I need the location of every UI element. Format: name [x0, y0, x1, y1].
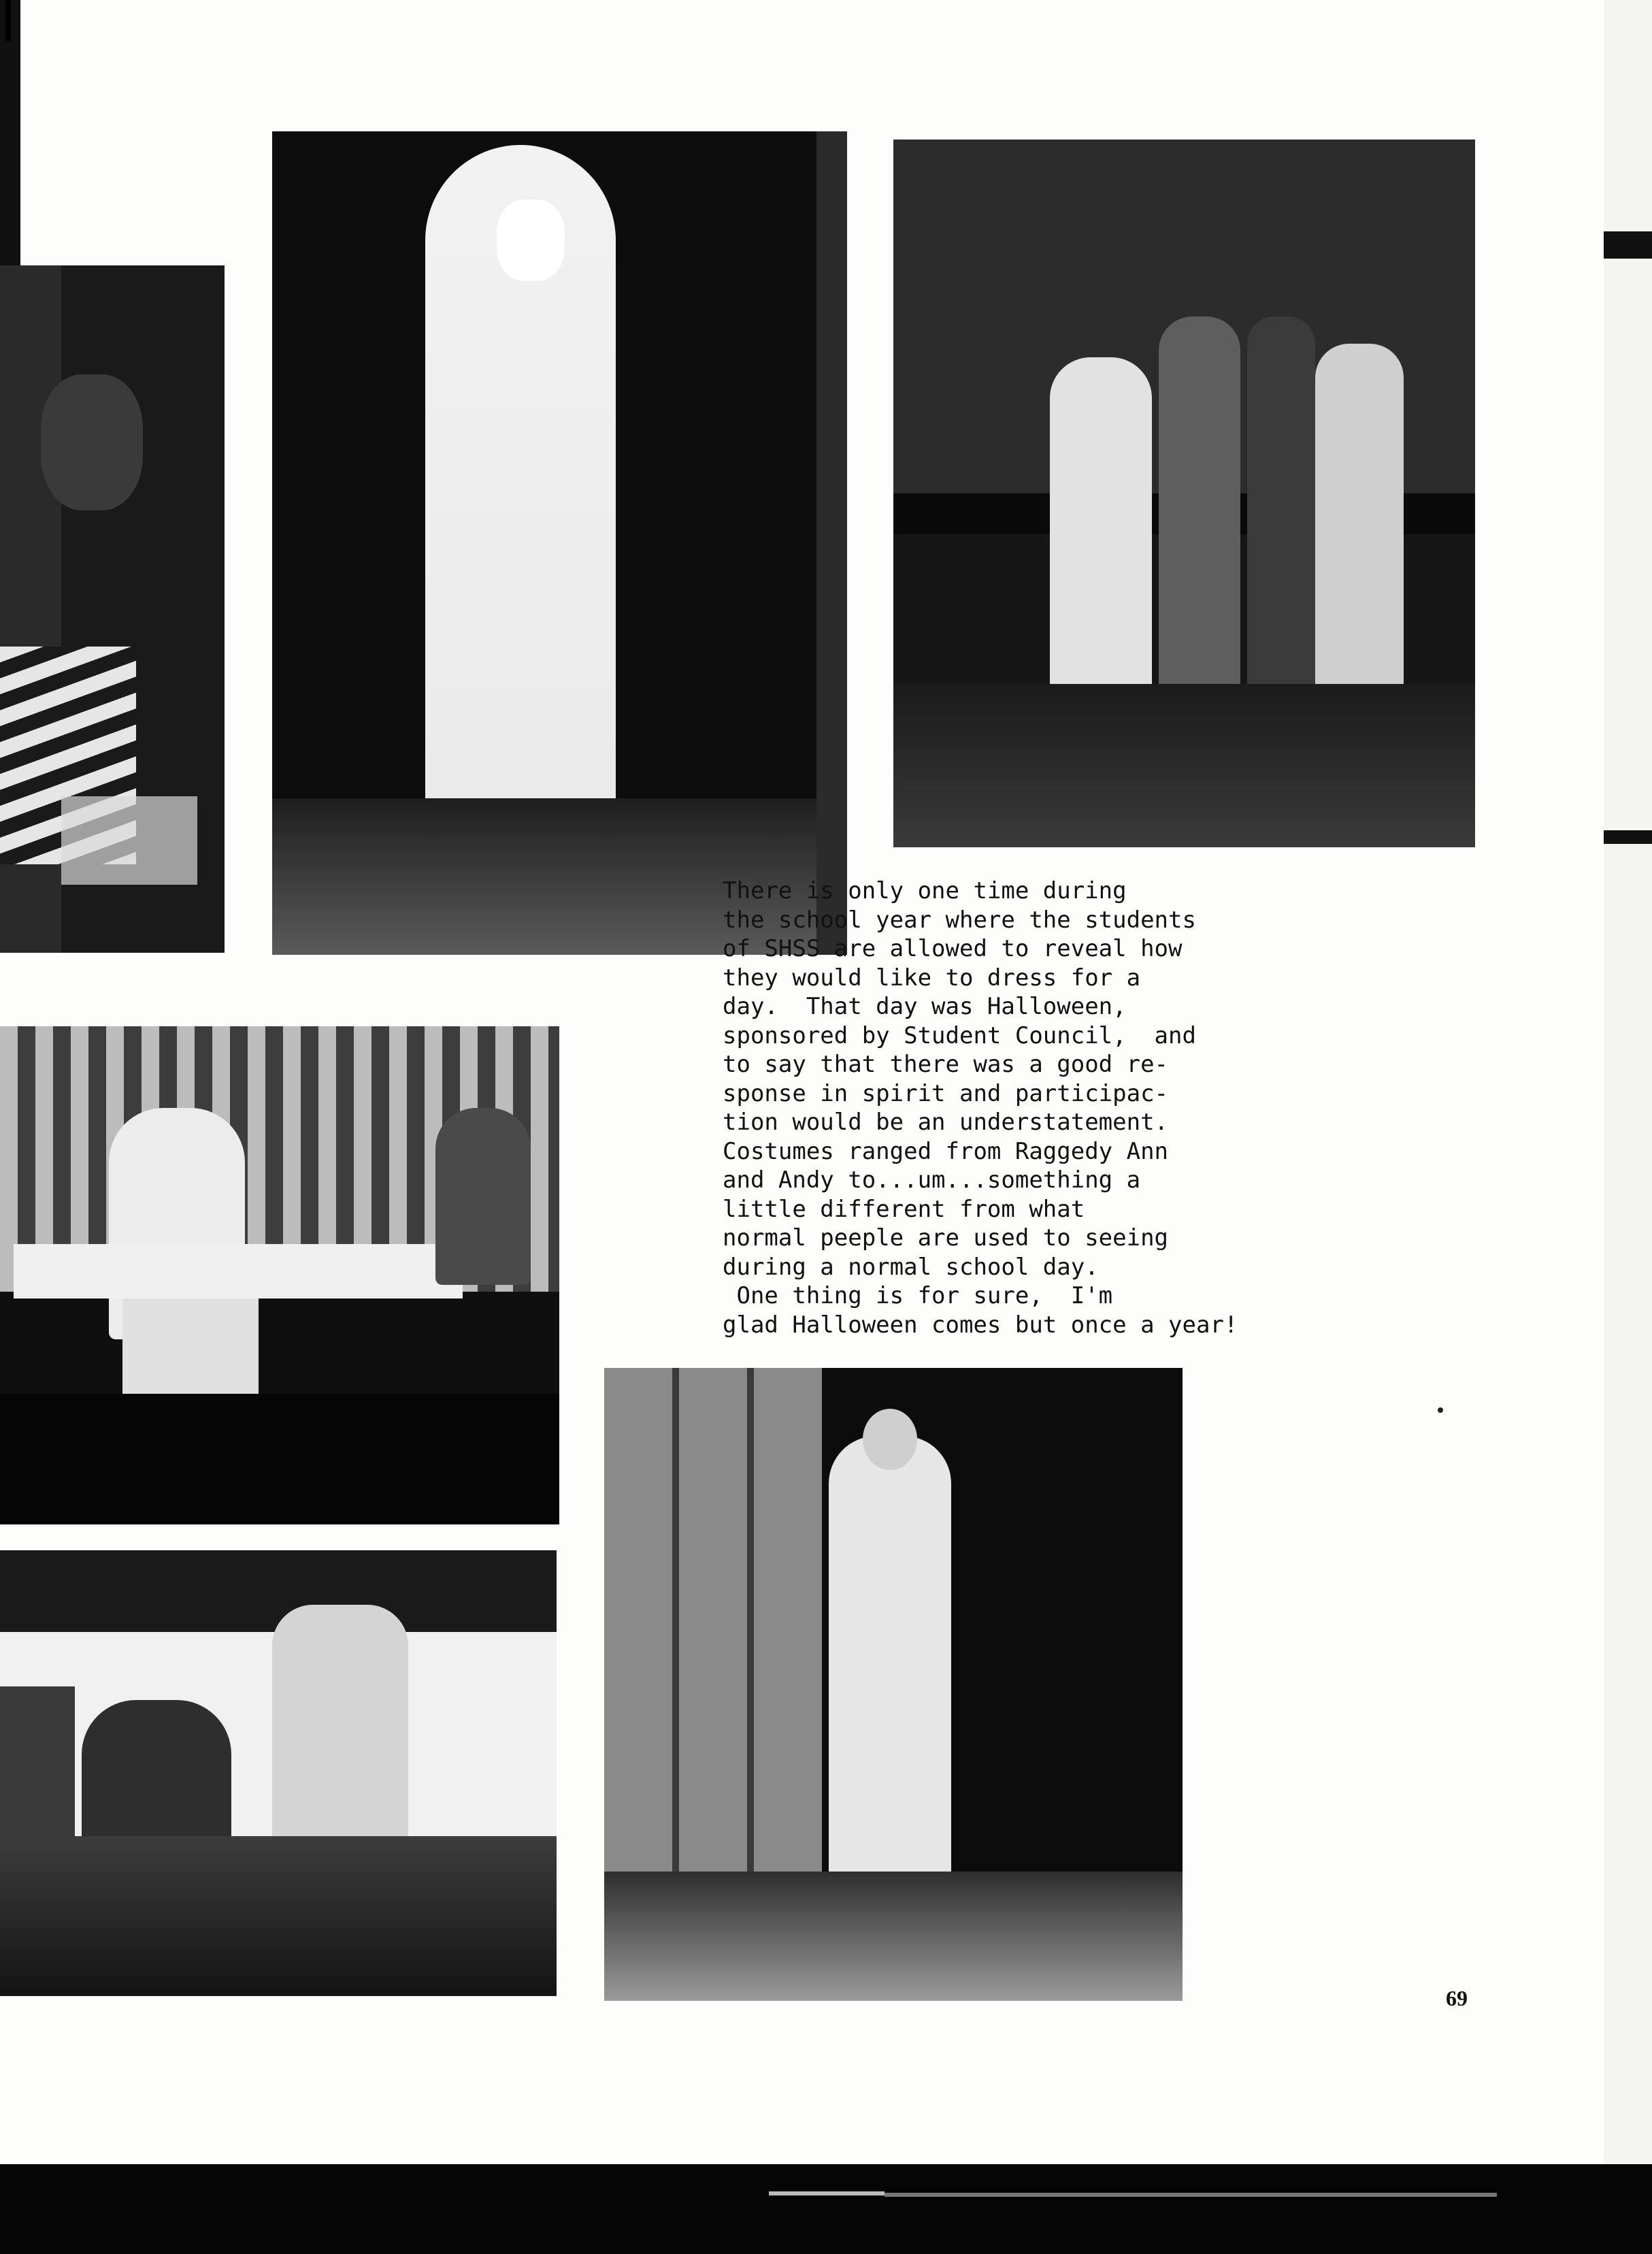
desk-costume-photo — [0, 1026, 559, 1524]
table — [14, 1244, 463, 1298]
caption-line: and Andy to...um...something a — [723, 1166, 1141, 1194]
scan-edge-right — [1604, 0, 1652, 2254]
caption-line: day. That day was Halloween, — [723, 993, 1127, 1020]
page-number: 69 — [1446, 1986, 1468, 2010]
caption-line: sponse in spirit and participac- — [723, 1079, 1169, 1107]
ghost-costume-photo — [272, 131, 847, 955]
caption-line: they would like to dress for a — [723, 964, 1141, 992]
stage-lineup-photo — [893, 140, 1475, 847]
halloween-caption — [723, 877, 1260, 1339]
caption-line: glad Halloween comes but once a year! — [723, 1311, 1238, 1339]
caption-line: during a normal school day. — [723, 1253, 1099, 1281]
scan-edge-bottom — [0, 2164, 1652, 2254]
caption-line: There is only one time during — [723, 877, 1127, 904]
caption-line: One thing is for sure, I'm — [723, 1282, 1113, 1309]
ink-speck — [1438, 1407, 1443, 1413]
caption-line: tion would be an understatement. — [723, 1109, 1169, 1136]
caption-line: to say that there was a good re- — [723, 1051, 1169, 1078]
scan-mark — [5, 0, 11, 41]
skeleton-costume-photo — [0, 265, 225, 953]
caption-line: normal peeple are used to seeing — [723, 1224, 1169, 1252]
caption-line: of SHSS are allowed to reveal how — [723, 935, 1183, 962]
caption-line: sponsored by Student Council, and — [723, 1022, 1196, 1049]
caption-line: the school year where the students — [723, 906, 1196, 934]
football-costume-photo — [0, 1550, 557, 1996]
locker-costume-photo — [604, 1368, 1183, 2001]
caption-line: Costumes ranged from Raggedy Ann — [723, 1137, 1169, 1165]
caption-line: little different from what — [723, 1195, 1085, 1223]
